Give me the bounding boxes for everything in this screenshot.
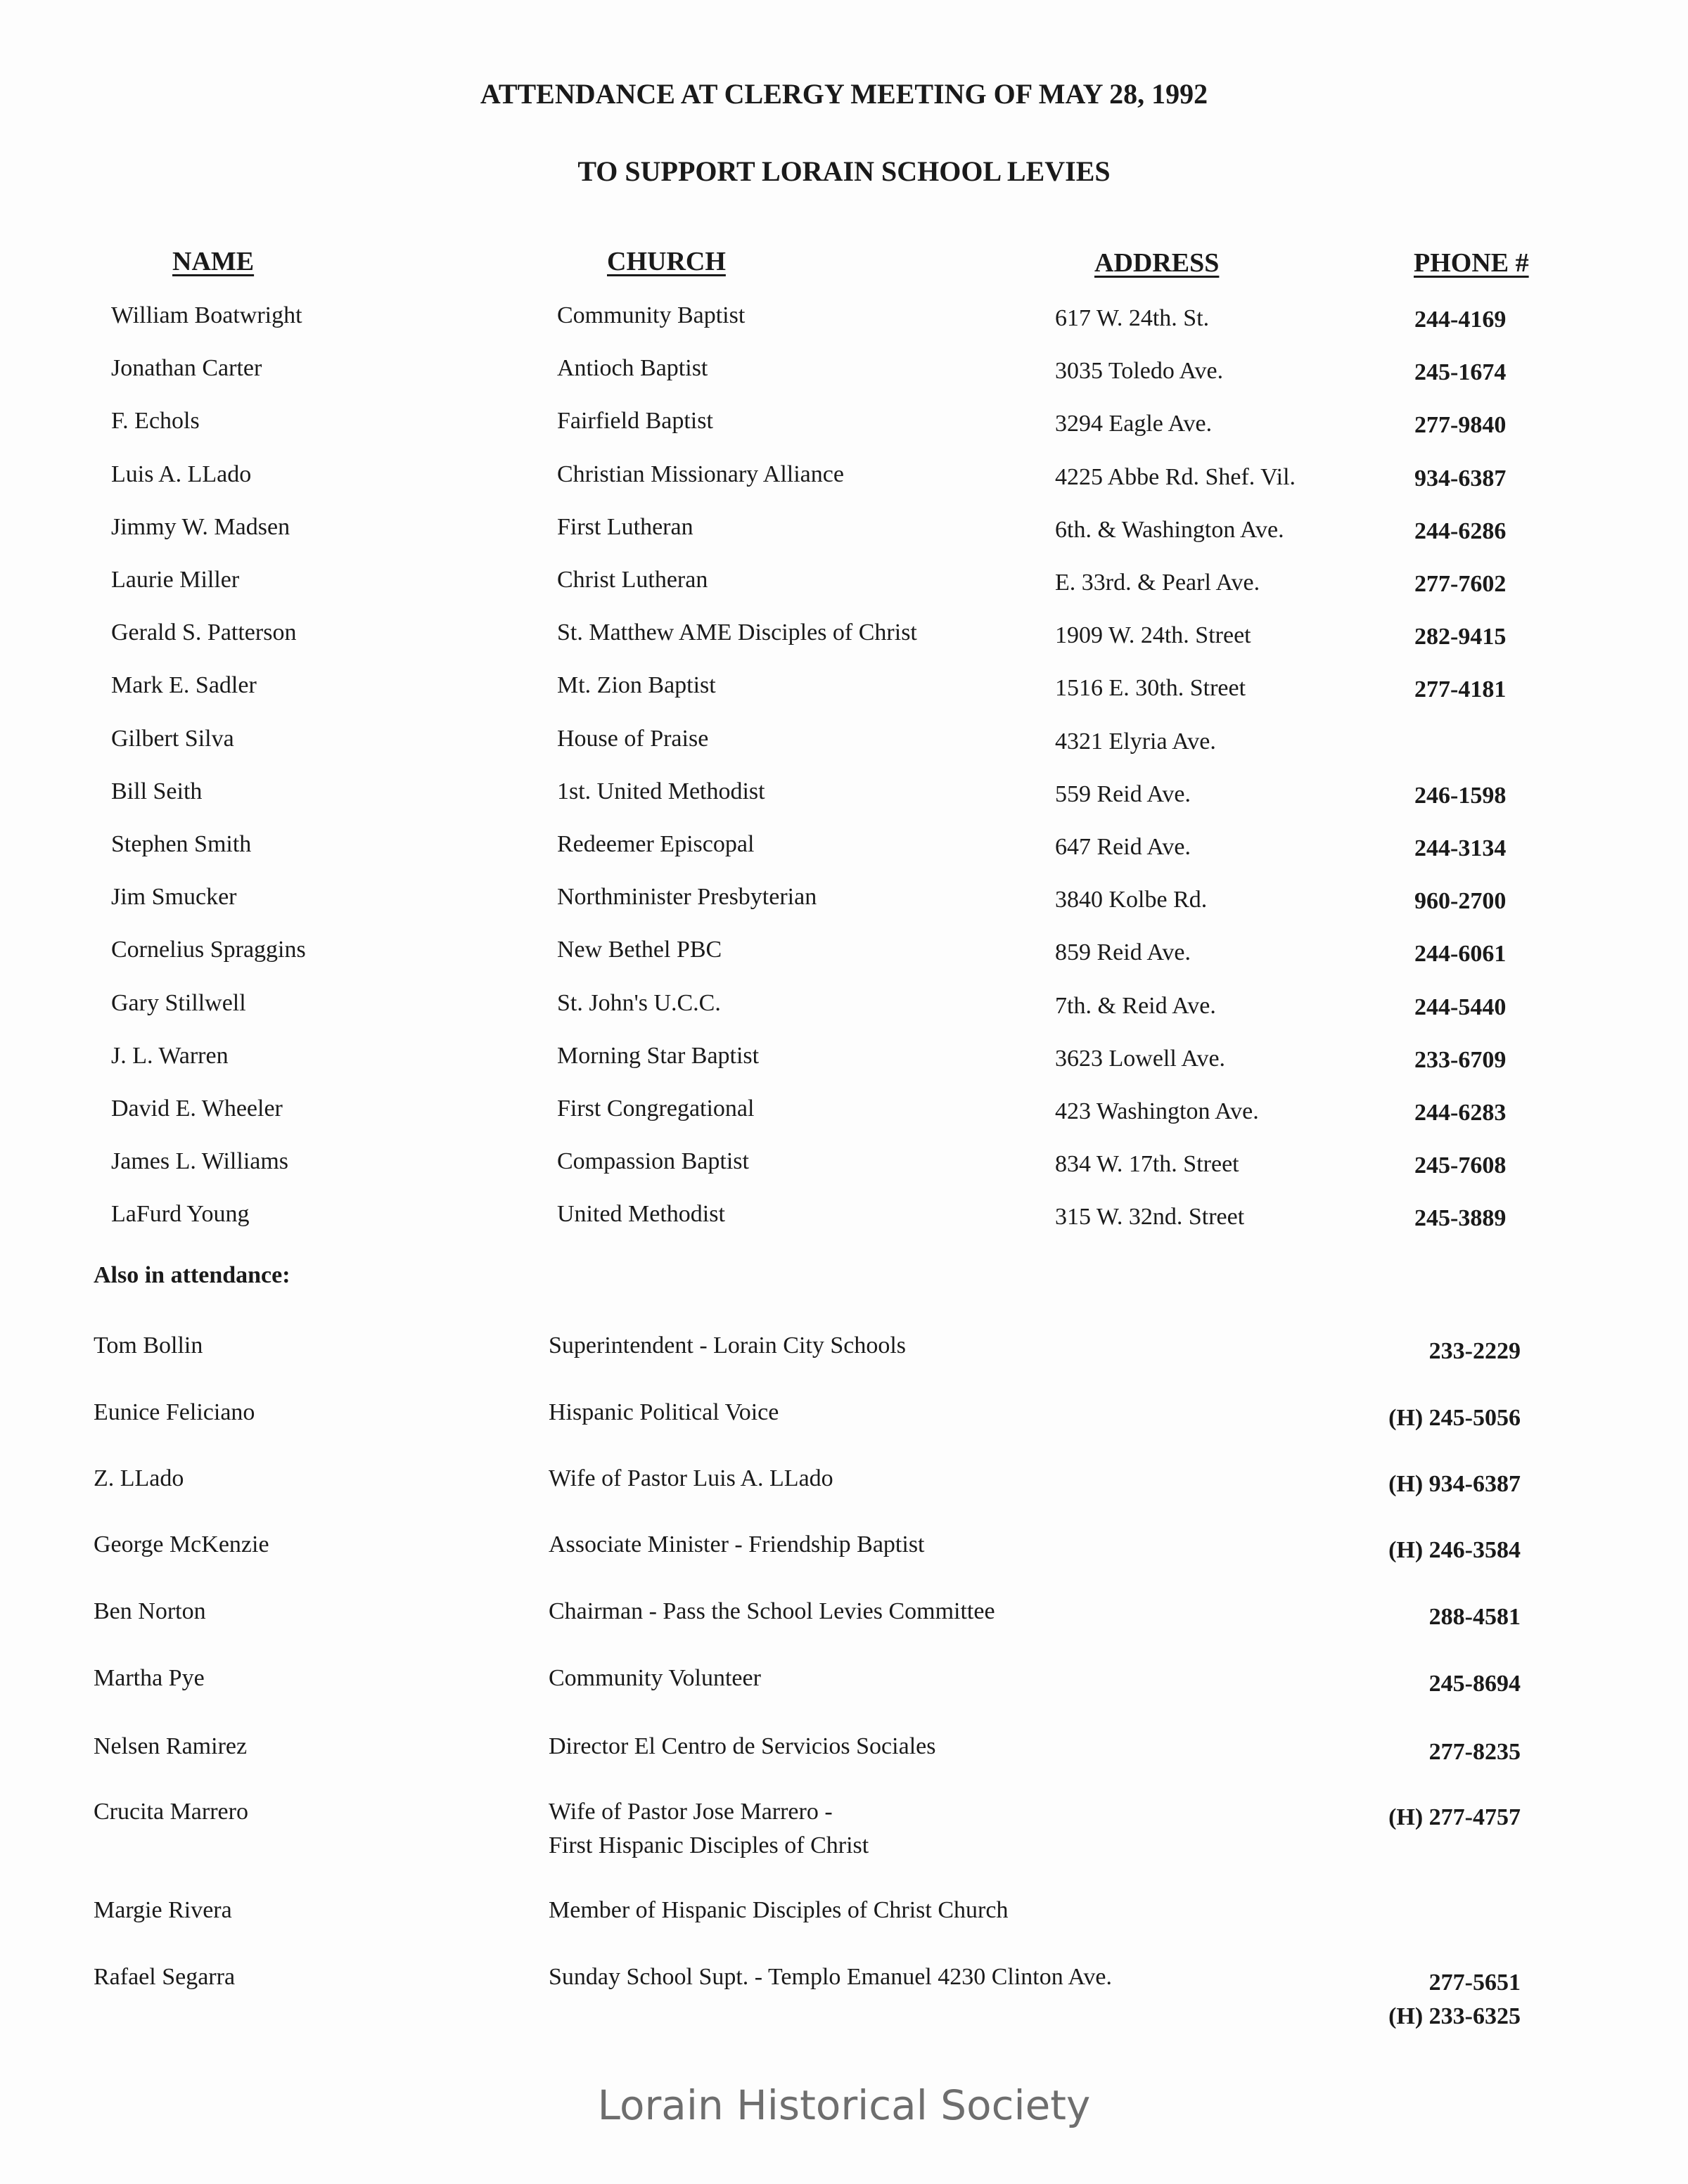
clergy-name: Bill Seith [111, 778, 203, 804]
header-name: NAME [172, 247, 255, 276]
clergy-name: David E. Wheeler [111, 1096, 283, 1122]
clergy-address: 3623 Lowell Ave. [1055, 1045, 1226, 1072]
clergy-name: Cornelius Spraggins [111, 937, 306, 963]
clergy-name: Luis A. LLado [111, 461, 252, 487]
attendee-name: Crucita Marrero [94, 1799, 248, 1825]
header-phone: PHONE # [1414, 248, 1529, 278]
clergy-church: House of Praise [557, 725, 709, 752]
attendee-phone: (H) 246-3584 [1388, 1537, 1521, 1563]
clergy-address: 3035 Toledo Ave. [1055, 358, 1224, 385]
attendee-name: Eunice Feliciano [94, 1399, 255, 1425]
clergy-address: 1909 W. 24th. Street [1055, 622, 1251, 649]
clergy-address: 834 W. 17th. Street [1055, 1151, 1239, 1178]
attendee-description: Wife of Pastor Luis A. LLado [549, 1465, 833, 1491]
attendee-phone: 277-5651 [1428, 1970, 1521, 1996]
clergy-church: United Methodist [557, 1201, 725, 1228]
clergy-church: First Lutheran [557, 513, 693, 540]
attendee-description-line2: First Hispanic Disciples of Christ [549, 1832, 869, 1858]
clergy-church: Morning Star Baptist [557, 1042, 760, 1069]
clergy-name: Gary Stillwell [111, 989, 246, 1016]
clergy-name: James L. Williams [111, 1148, 289, 1175]
header-address: ADDRESS [1094, 248, 1220, 278]
attendee-name: Martha Pye [94, 1665, 205, 1691]
clergy-church: 1st. United Methodist [557, 778, 765, 804]
attendee-name: Rafael Segarra [94, 1964, 236, 1990]
clergy-name: Mark E. Sadler [111, 672, 257, 699]
clergy-phone: 934-6387 [1414, 465, 1507, 492]
clergy-phone: 245-7608 [1414, 1152, 1507, 1179]
clergy-church: Compassion Baptist [557, 1148, 749, 1175]
clergy-address: 859 Reid Ave. [1055, 939, 1191, 966]
clergy-phone: 282-9415 [1414, 624, 1507, 650]
clergy-address: 4225 Abbe Rd. Shef. Vil. [1055, 463, 1296, 490]
clergy-church: Northminister Presbyterian [557, 884, 817, 911]
clergy-phone: 244-3134 [1414, 835, 1507, 861]
also-in-attendance-label: Also in attendance: [94, 1262, 290, 1288]
attendee-description: Associate Minister - Friendship Baptist [549, 1531, 925, 1557]
clergy-phone: 244-4169 [1414, 307, 1507, 333]
clergy-name: F. Echols [111, 408, 200, 435]
clergy-name: Jim Smucker [111, 884, 237, 911]
clergy-phone: 244-6283 [1414, 1100, 1507, 1126]
attendee-name: Ben Norton [94, 1598, 206, 1624]
attendee-description: Hispanic Political Voice [549, 1399, 779, 1425]
clergy-address: 3294 Eagle Ave. [1055, 411, 1213, 437]
clergy-phone: 277-4181 [1414, 676, 1507, 703]
attendee-name: George McKenzie [94, 1531, 269, 1557]
attendee-phone-home: (H) 233-6325 [1388, 2003, 1521, 2029]
clergy-address: 423 Washington Ave. [1055, 1098, 1259, 1124]
clergy-name: Jonathan Carter [111, 355, 262, 382]
attendee-description: Superintendent - Lorain City Schools [549, 1332, 907, 1358]
clergy-phone: 245-3889 [1414, 1205, 1507, 1232]
attendee-phone: 277-8235 [1428, 1739, 1521, 1765]
attendee-description: Sunday School Supt. - Templo Emanuel 4230 Clinton Ave. [549, 1964, 1112, 1990]
attendee-phone: 288-4581 [1428, 1604, 1521, 1630]
clergy-church: First Congregational [557, 1096, 755, 1122]
document-title: ATTENDANCE AT CLERGY MEETING OF MAY 28, 1992 [480, 78, 1208, 110]
document-subtitle: TO SUPPORT LORAIN SCHOOL LEVIES [577, 155, 1111, 187]
clergy-name: Laurie Miller [111, 567, 240, 593]
clergy-phone: 245-1674 [1414, 359, 1507, 386]
clergy-name: Stephen Smith [111, 831, 252, 857]
attendee-name: Margie Rivera [94, 1897, 232, 1923]
attendee-description: Chairman - Pass the School Levies Committee [549, 1598, 995, 1624]
attendee-description: Community Volunteer [549, 1665, 761, 1691]
clergy-phone: 244-5440 [1414, 994, 1507, 1020]
clergy-phone: 277-9840 [1414, 412, 1507, 439]
attendee-phone: 245-8694 [1428, 1671, 1521, 1697]
clergy-name: LaFurd Young [111, 1201, 250, 1228]
attendee-phone: (H) 277-4757 [1388, 1804, 1521, 1830]
clergy-name: Jimmy W. Madsen [111, 513, 290, 540]
clergy-address: 559 Reid Ave. [1055, 781, 1191, 807]
attendee-phone: (H) 934-6387 [1388, 1471, 1521, 1497]
clergy-phone: 277-7602 [1414, 571, 1507, 597]
clergy-address: 3840 Kolbe Rd. [1055, 887, 1208, 913]
attendee-description: Director El Centro de Servicios Sociales [549, 1733, 936, 1759]
clergy-church: Community Baptist [557, 302, 746, 328]
clergy-phone: 244-6286 [1414, 518, 1507, 544]
clergy-name: Gilbert Silva [111, 725, 234, 752]
clergy-church: Christ Lutheran [557, 567, 708, 593]
clergy-church: Redeemer Episcopal [557, 831, 755, 857]
clergy-address: 647 Reid Ave. [1055, 834, 1191, 860]
attendee-phone: 233-2229 [1428, 1338, 1521, 1364]
clergy-name: J. L. Warren [111, 1042, 229, 1069]
header-church: CHURCH [607, 247, 726, 276]
clergy-address: 617 W. 24th. St. [1055, 305, 1210, 331]
watermark: Lorain Historical Society [597, 2081, 1091, 2129]
clergy-church: Antioch Baptist [557, 355, 708, 382]
clergy-phone: 246-1598 [1414, 782, 1507, 809]
clergy-name: William Boatwright [111, 302, 302, 328]
clergy-address: E. 33rd. & Pearl Ave. [1055, 570, 1260, 596]
clergy-church: Christian Missionary Alliance [557, 461, 844, 487]
clergy-address: 4321 Elyria Ave. [1055, 728, 1216, 754]
clergy-name: Gerald S. Patterson [111, 619, 297, 646]
clergy-church: New Bethel PBC [557, 937, 722, 963]
clergy-address: 315 W. 32nd. Street [1055, 1204, 1245, 1231]
clergy-church: Mt. Zion Baptist [557, 672, 716, 699]
clergy-address: 6th. & Washington Ave. [1055, 516, 1284, 543]
clergy-church: Fairfield Baptist [557, 408, 713, 435]
attendee-phone: (H) 245-5056 [1388, 1405, 1521, 1431]
attendee-name: Nelsen Ramirez [94, 1733, 248, 1759]
attendee-description: Member of Hispanic Disciples of Christ Church [549, 1897, 1009, 1923]
clergy-church: St. John's U.C.C. [557, 989, 721, 1016]
clergy-phone: 244-6061 [1414, 941, 1507, 968]
clergy-address: 7th. & Reid Ave. [1055, 992, 1216, 1019]
attendee-name: Z. LLado [94, 1465, 184, 1491]
clergy-church: St. Matthew AME Disciples of Christ [557, 619, 917, 646]
attendee-name: Tom Bollin [94, 1332, 203, 1358]
clergy-address: 1516 E. 30th. Street [1055, 675, 1246, 702]
clergy-phone: 233-6709 [1414, 1046, 1507, 1073]
clergy-phone: 960-2700 [1414, 888, 1507, 915]
attendee-description: Wife of Pastor Jose Marrero - [549, 1799, 833, 1825]
